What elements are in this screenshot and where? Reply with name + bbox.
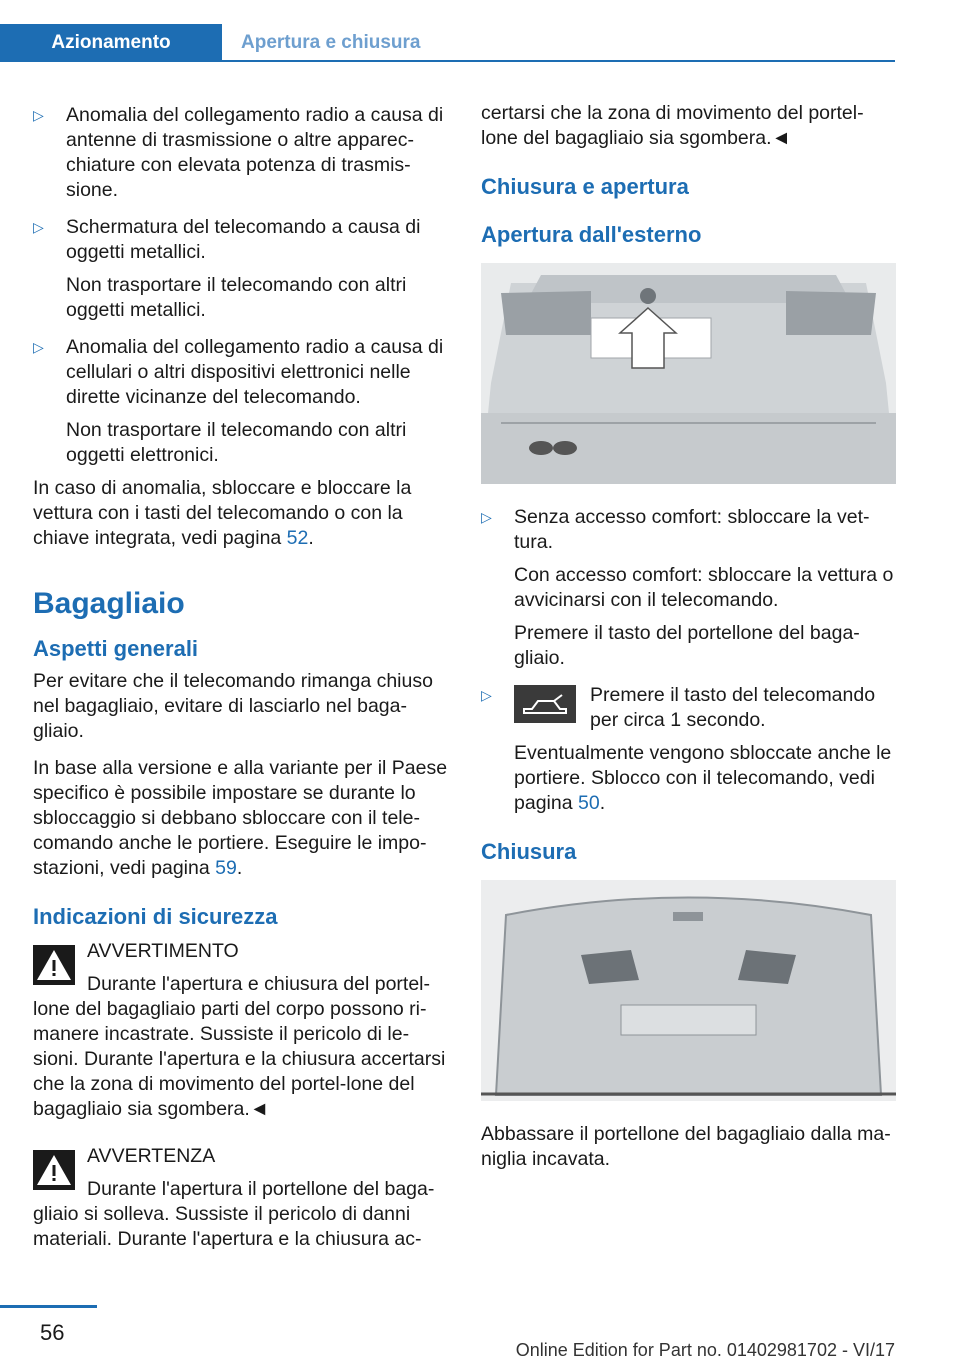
bullet-end: . (599, 792, 606, 814)
header-tabbar (0, 24, 895, 62)
car-rear-image (481, 263, 896, 484)
bullet-item (33, 215, 448, 323)
anomaly-end: . (308, 527, 314, 549)
general-paragraph-2 (33, 756, 448, 881)
close-text: Abbassare il portellone del bagagliaio dalla ma-niglia incavata. (481, 1123, 891, 1170)
subtitle-aspetti-generali: Aspetti generali (33, 636, 199, 661)
anomaly-text: In caso di anomalia, sbloccare e bloccare la vettura con i tasti del telecomando o con la chiave integrata, vedi pagina (33, 477, 412, 549)
bullet-triangle-icon: ▷ (33, 339, 44, 355)
bullet-item (33, 103, 448, 203)
subtitle-chiusura: Chiusura (481, 839, 577, 864)
warning-title: AVVERTIMENTO (87, 940, 239, 962)
right-column (481, 101, 896, 1184)
bullet-text: Senza accesso comfort: sbloccare la vet-tura. (514, 506, 870, 553)
tab-apertura-chiusura[interactable]: Apertura e chiusura (241, 32, 421, 53)
edition-text: Online Edition for Part no. 01402981702 - VI/17 (515, 1340, 895, 1360)
header-rule (0, 60, 895, 62)
bullet-text: Premere il tasto del telecomando per circa 1 secondo. (590, 684, 876, 731)
tab-azionamento[interactable]: Azionamento (0, 24, 222, 62)
bullet-triangle-icon: ▷ (481, 509, 492, 525)
bullet-text: Anomalia del collegamento radio a causa di cellulari o altri dispositivi elettronici nelle dirette vicinanze del telecomando. (66, 336, 444, 408)
subtitle-sicurezza: Indicazioni di sicurezza (33, 904, 278, 929)
tailgate-button-icon (514, 685, 576, 723)
notice-title: AVVERTENZA (87, 1145, 216, 1167)
continued-text: certarsi che la zona di movimento del portel-lone del bagagliaio sia sgombera.◄ (481, 102, 864, 149)
bullet-triangle-icon: ▷ (481, 687, 492, 703)
bullet-text: Con accesso comfort: sbloccare la vettura o avvicinarsi con il telecomando. (514, 564, 894, 611)
page-link-59[interactable]: 59 (215, 857, 237, 879)
bullet-item (33, 335, 448, 468)
bullet-text: Non trasportare il telecomando con altri oggetti metallici. (66, 274, 407, 321)
bullet-paragraph (514, 741, 896, 816)
bullet-triangle-icon: ▷ (33, 219, 44, 235)
notice-text: Durante l'apertura il portellone del baga-gliaio si solleva. Sussiste il pericolo di danni materiali. Durante l'apertura e la chiusura ac- (33, 1178, 435, 1250)
section-title-bagagliaio: Bagagliaio (33, 587, 185, 620)
bullet-text: Non trasportare il telecomando con altri oggetti elettronici. (66, 419, 407, 466)
general-text: In base alla versione e alla variante per il Paese specifico è possibile impostare se durante lo sbloccaggio si debbano sbloccare con il tele-comando anche le portiere. Eseguire le impo-stazioni, vedi pagina (33, 757, 448, 879)
bullet-text: Schermatura del telecomando a causa di oggetti metallici. (66, 216, 421, 263)
bullet-item (481, 505, 896, 671)
page-link-50[interactable]: 50 (577, 792, 600, 814)
subtitle-apertura-esterno: Apertura dall'esterno (481, 222, 702, 247)
left-column (33, 103, 448, 1266)
tailgate-inside-image (481, 880, 896, 1101)
subtitle-chiusura-apertura: Chiusura e apertura (481, 174, 689, 199)
warning-text: Durante l'apertura e chiusura del portel-lone del bagagliaio parti del corpo possono ri-manere incastrate. Sussiste il pericolo di le-sioni. Durante l'apertura e la chiusura accertarsi che la zona di movimento del portel-lone del bagagliaio sia sgombera.◄ (33, 973, 446, 1120)
page-link-52[interactable]: 52 (286, 527, 309, 549)
warning-box (33, 939, 448, 1122)
bullet-text: Eventualmente vengono sbloccate anche le portiere. Sblocco con il telecomando, vedi pagina (514, 742, 892, 814)
anomaly-paragraph (33, 476, 448, 551)
bullet-text: Premere il tasto del portellone del baga-gliaio. (514, 622, 860, 669)
footer-rule (0, 1305, 97, 1308)
warning-triangle-icon (33, 1150, 75, 1190)
notice-box (33, 1144, 448, 1252)
bullet-item (481, 683, 896, 816)
bullet-text: Anomalia del collegamento radio a causa di antenne di trasmissione o altre apparec-chiature con elevata potenza di trasmis-sione. (66, 104, 444, 201)
warning-triangle-icon (33, 945, 75, 985)
bullet-triangle-icon: ▷ (33, 107, 44, 123)
general-paragraph-1: Per evitare che il telecomando rimanga chiuso nel bagagliaio, evitare di lasciarlo nel baga-gliaio. (33, 670, 433, 742)
page-number: 56 (40, 1320, 65, 1345)
general-end: . (236, 857, 243, 879)
